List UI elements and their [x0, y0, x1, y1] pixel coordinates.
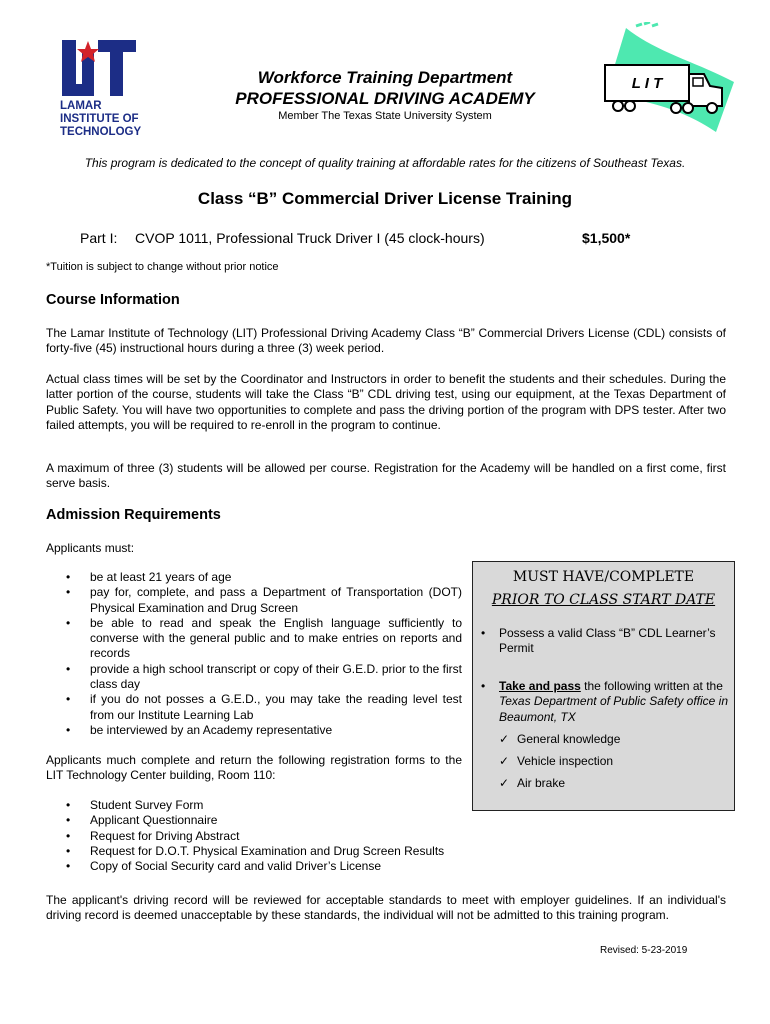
admission-intro: Applicants must: [46, 541, 135, 555]
requirements-list [46, 570, 462, 738]
dedication: This program is dedicated to the concept of quality training at affordable rates for the citizens of Southeast Texas. [84, 156, 686, 170]
checkmark-icon: ✓ [499, 776, 510, 790]
course-info-heading: Course Information [46, 292, 180, 308]
list-item: • if you do not posses a G.E.D., you may take the reading level test from our Institute Learning Lab [66, 692, 462, 722]
wheel-icon [613, 101, 623, 111]
list-item: • Request for D.O.T. Physical Examination and Drug Screen Results [66, 843, 445, 858]
list-item: • be at least 21 years of age [66, 570, 232, 584]
tuition-note: *Tuition is subject to change without prior notice [46, 261, 279, 273]
check-air-brake: ✓ Air brake [499, 776, 566, 790]
forms-intro: Applicants much complete and return the following registration forms to the LIT Technology Center building, Room 110: [46, 753, 462, 783]
box-item-permit: • Possess a valid Class “B” CDL Learner’s Permit [481, 626, 716, 656]
academy-title: PROFESSIONAL DRIVING ACADEMY [235, 89, 535, 108]
part-label: Part I: [80, 230, 118, 246]
checkmark-icon: ✓ [499, 754, 510, 768]
part-price: $1,500* [582, 230, 631, 246]
course-info-paragraph-2: Actual class times will be set by the Coordinator and Instructors in order to benefit the students and their schedules. During the latter portion of the course, students will take the Class “B” CDL driving test, using our equipment, at the Texas Department of Public Safety. You will have two opportunities to complete and pass the driving portion of the program with DPS tester. After two failed attempts, you will be required to re-enroll in the program to continue. [46, 372, 726, 433]
checkmark-icon: ✓ [499, 732, 510, 746]
forms-list [46, 798, 486, 874]
revised-date: Revised: 5-23-2019 [600, 945, 688, 956]
course-info-paragraph-1: The Lamar Institute of Technology (LIT) Professional Driving Academy Class “B” Commercial Drivers License (CDL) consists of forty-five (45) instructional hours during a three (3) week period. [46, 326, 726, 356]
truck-logo [596, 22, 734, 140]
part-line [80, 230, 485, 246]
svg-text:L I T: L I T [631, 75, 663, 92]
logo-text: LAMAR INSTITUTE OF TECHNOLOGY [60, 100, 142, 138]
wheel-icon [707, 103, 717, 113]
part-description: CVOP 1011, Professional Truck Driver I (45 clock-hours) [135, 230, 485, 246]
list-item: • Student Survey Form [66, 798, 204, 812]
list-item: • Applicant Questionnaire [66, 813, 218, 828]
closing-paragraph: The applicant's driving record will be reviewed for acceptable standards to meet with employer guidelines. If an individual's driving record is deemed unacceptable by these standards, the individual will not be admitted to this training program. [46, 893, 726, 923]
wheel-icon [625, 101, 635, 111]
list-item: • Copy of Social Security card and valid Driver’s License [66, 859, 382, 874]
list-item: • Request for Driving Abstract [66, 828, 240, 843]
check-vehicle-inspection: ✓ Vehicle inspection [499, 754, 614, 768]
list-item: • provide a high school transcript or copy of their G.E.D. prior to the first class day [66, 661, 462, 692]
wheel-icon [671, 103, 681, 113]
member-line: Member The Texas State University System [278, 110, 492, 122]
course-title: Class “B” Commercial Driver License Training [197, 189, 573, 208]
must-have-heading: MUST HAVE/COMPLETE [512, 569, 695, 585]
admission-heading: Admission Requirements [46, 507, 221, 523]
must-have-box [472, 561, 735, 811]
list-item: • pay for, complete, and pass a Department of Transportation (DOT) Physical Examination and Drug Screen [66, 585, 462, 615]
wheel-icon [683, 103, 693, 113]
course-info-paragraph-3: A maximum of three (3) students will be allowed per course. Registration for the Academy will be handled on a first come, first serve basis. [46, 461, 726, 491]
department-title: Workforce Training Department [257, 68, 513, 87]
box-item-written-tests: • Take and pass the following written at the Texas Department of Public Safety office in Beaumont, TX [481, 679, 729, 724]
list-item: • be interviewed by an Academy representative [66, 722, 333, 737]
list-item: • be able to read and speak the English language sufficiently to converse with the general public and to make entries on reports and records [66, 615, 462, 661]
prior-to-start-heading: PRIOR TO CLASS START DATE [491, 592, 716, 608]
check-general-knowledge: ✓ General knowledge [499, 732, 621, 746]
